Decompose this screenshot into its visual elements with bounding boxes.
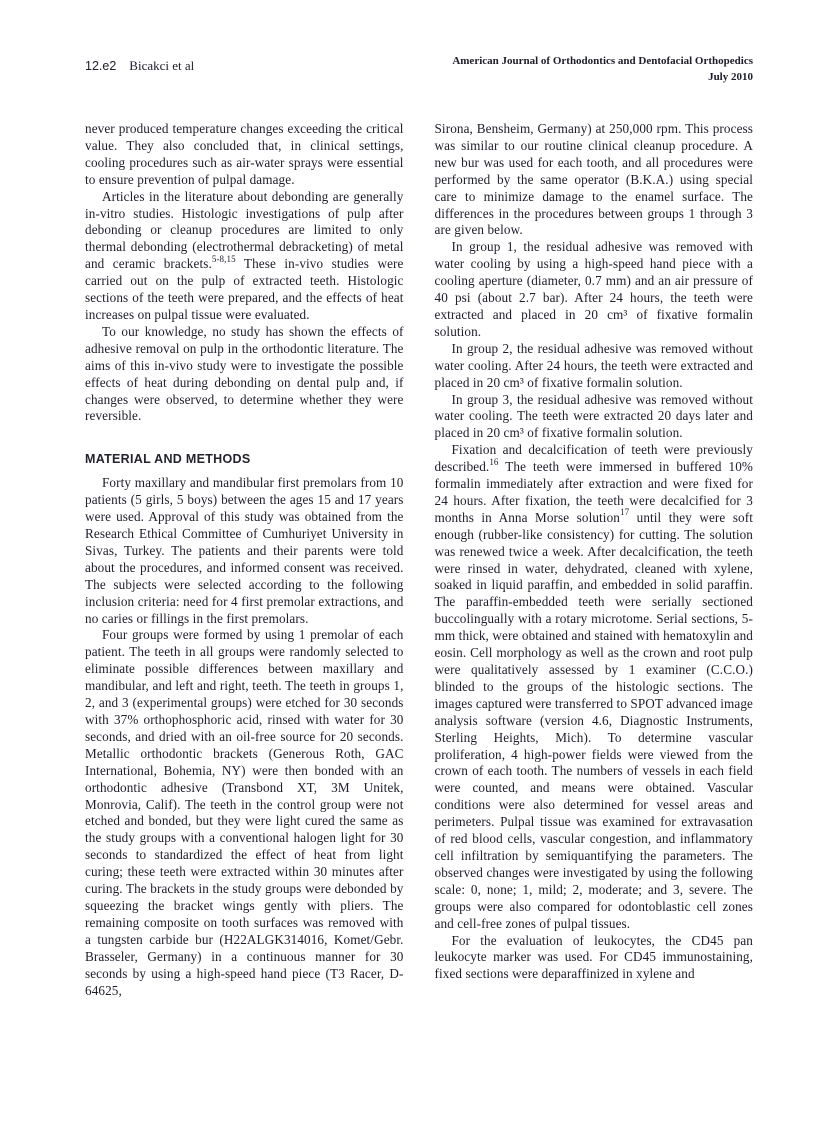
citation-superscript: 5-8,15 (211, 253, 236, 264)
citation-superscript: 17 (619, 507, 630, 518)
methods-paragraphs (85, 475, 404, 999)
paragraph: In group 1, the residual adhesive was removed with water cooling by using a high-speed hand piece with a cooling aperture (diameter, 0.7 mm) and an air pressure of 40 psi (about 2.7 bar). After 24 hours, the teeth were extracted and placed in 20 cm³ of fixative formalin solution. (434, 239, 753, 339)
paragraph: To our knowledge, no study has shown the effects of adhesive removal on pulp in the orthodontic literature. The aims of this in-vivo study were to investigate the possible effects of heat during debonding on dental pulp and, if changes were observed, to determine whether they were reversible. (85, 323, 404, 424)
paragraph: Sirona, Bensheim, Germany) at 250,000 rpm. This process was similar to our routine clinical cleanup procedure. A new bur was used for each tooth, and all procedures were performed by the same operator (B.K.A.) using special care to minimize damage to the enamel surface. The differences in the procedures between groups 1 through 3 are given below. (434, 121, 753, 238)
paragraph: Forty maxillary and mandibular first premolars from 10 patients (5 girls, 5 boys) between the ages 15 and 17 years were used. Approval of this study was obtained from the Research Ethical Committee of Cumhuriyet University in Sivas, Turkey. The patients and their parents were told about the procedures, and informed consent was received. The subjects were selected according to the following inclusion criteria: need for 4 first premolar extractions, and no caries or fillings in the first premolars. (85, 475, 404, 626)
paragraph: Articles in the literature about debonding are generally in-vitro studies. Histologic investigations of pulp after debonding or cleanup procedures are limited to only thermal debonding (electrothermal debracketing) of metal and ceramic brackets.$^{5-8,15}$ These in-vivo studies were carried out on the pulp of extracted teeth. Histologic sections of the teeth were prepared, and the effects of heat increases on pulpal tissue were evaluated. (85, 188, 404, 322)
section-heading-material-and-methods: MATERIAL AND METHODS (85, 452, 251, 467)
paragraph: Four groups were formed by using 1 premolar of each patient. The teeth in all groups were randomly selected to eliminate possible differences between maxillary and mandibular, and left and right, teeth. The teeth in groups 1, 2, and 3 (experimental groups) were etched for 30 seconds with 37% orthophosphoric acid, rinsed with water for 30 seconds, and dried with an oil-free source for 20 seconds. Metallic orthodontic brackets (Generous Roth, GAC International, Bohemia, NY) were then bonded with an orthodontic adhesive (Transbond XT, 3M Unitek, Monrovia, Calif). The teeth in the control group were not etched and bonded, but they were light cured the same as the study groups with a conventional halogen light for 30 seconds to standardized the effect of heat from light curing; these teeth were extracted within 30 minutes after curing. The brackets in the study groups were debonded by squeezing the bracket wings gently with pliers. The remaining composite on tooth surfaces was removed with a tungsten carbide bur (H22ALGK314016, Komet/Gebr. Brasseler, Germany) in a continuous manner for 30 seconds by using a high-speed hand piece (T3 Racer, D-64625, (85, 627, 404, 998)
intro-paragraphs (85, 121, 404, 425)
paragraph: In group 2, the residual adhesive was removed without water cooling. After 24 hours, the teeth were extracted and placed in 20 cm³ of fixative formalin solution. (434, 340, 753, 390)
left-column (85, 121, 404, 999)
citation-superscript: 16 (489, 456, 499, 467)
authors-running-head: Bicakci et al (129, 58, 195, 73)
article-body (85, 121, 753, 999)
right-column (435, 121, 754, 999)
header-left (85, 54, 194, 74)
running-header (85, 54, 753, 85)
paragraph: never produced temperature changes exceeding the critical value. They also concluded that, in clinical settings, cooling procedures such as air-water sprays were essential to ensure prevention of pulpal damage. (85, 121, 404, 187)
page-number: 12.e2 (85, 59, 117, 73)
issue-date: July 2010 (708, 70, 753, 83)
journal-title: American Journal of Orthodontics and Dentofacial Orthopedics (452, 55, 753, 67)
right-paragraphs (435, 121, 754, 983)
paragraph: Fixation and decalcification of teeth were previously described.$^{16}$ The teeth were immersed in buffered 10% formalin immediately after extraction and were fixed for 24 hours. After fixation, the teeth were decalcified for 3 months in Anna Morse solution$^{17}$ until they were soft enough (rubber-like consistency) for cutting. The solution was renewed twice a week. After decalcification, the teeth were rinsed in water, dehydrated, cleaned with xylene, soaked in liquid paraffin, and embedded in solid paraffin. The paraffin-embedded teeth were serially sectioned buccolingually with a rotary microtome. Serial sections, 5-mm thick, were obtained and stained with hematoxylin and eosin. Cell morphology as well as the crown and root pulp were qualitatively assessed by 1 examiner (C.C.O.) blinded to the groups of the histologic sections. The images captured were transferred to SPOT advanced image analysis software (version 4.6, Diagnostic Instruments, Sterling Heights, Mich). To determine vascular proliferation, 4 high-power fields were viewed from the crown of each tooth. The numbers of vessels in each field were counted, and means were obtained. Vascular conditions were also determined for vessel areas and perimeters. Pulpal tissue was examined for extravasation of red blood cells, vascular congestion, and inflammatory cell infiltration by semiquantifying the parameters. The observed changes were investigated by using the following scale: 0, none; 1, mild; 2, moderate; and 3, severe. The groups were also compared for odontoblastic cell zones and cell-free zones of pulpal tissues. (434, 442, 753, 931)
header-right (452, 54, 753, 85)
paragraph: For the evaluation of leukocytes, the CD45 pan leukocyte marker was used. For CD45 immunostaining, fixed sections were deparaffinized in xylene and (434, 932, 753, 982)
paragraph: In group 3, the residual adhesive was removed without water cooling. The teeth were extracted 20 days later and placed in 20 cm³ of fixative formalin solution. (434, 391, 753, 441)
